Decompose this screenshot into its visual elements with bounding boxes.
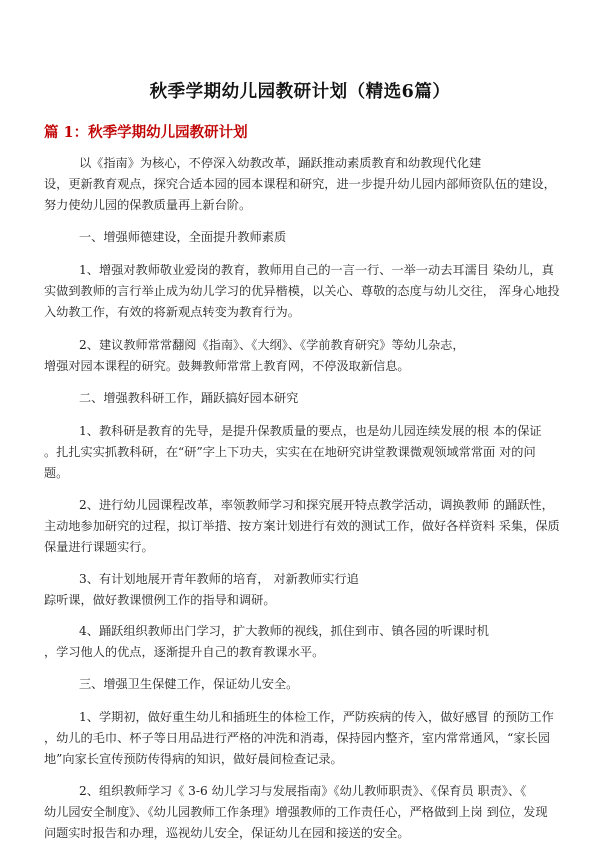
paragraph-line: 问题实时报告和办理，巡视幼儿安全，保证幼儿在园和接送的安全。 — [44, 826, 410, 840]
paragraph-line: 入幼教工作，有效的将新观点转变为教育行为。 — [44, 305, 300, 319]
section-heading: 篇 1：秋季学期幼儿园教研计划 — [44, 124, 248, 141]
paragraph-line: ，学习他人的优点，逐渐提升自己的教育教课水平。 — [44, 645, 325, 659]
paragraph-line: ，幼儿的毛巾、杯子等日用品进行严格的冲洗和消毒，保持园内整齐，室内常常通风，“家长园 — [44, 731, 550, 745]
paragraph-line: 3、有计划地展开青年教师的培育， 对新教师实行追 — [79, 572, 359, 586]
paragraph-line: 幼儿园安全制度》、《幼儿园教师工作条理》增强教师的工作责任心，严格做到上岗 到位，发现 — [44, 805, 548, 819]
paragraph-line: 4、踊跃组织教师出门学习，扩大教师的视线，抓住到市、镇各园的听课时机 — [79, 624, 489, 638]
paragraph-line: 2、组织教师学习《 3-6 幼儿学习与发展指南》《幼儿教师职责》、《保育员 职责》、《 — [79, 784, 527, 798]
paragraph-line: 1、增强对教师敬业爱岗的教育，教师用自己的一言一行、一举一动去耳濡目 染幼儿，真 — [79, 263, 554, 277]
paragraph-line: 题。 — [44, 466, 69, 480]
paragraph-line: 2、进行幼儿园课程改革，率领教师学习和探究展开特点教学活动，调换教师 的踊跃性， — [79, 498, 554, 512]
paragraph-line: 1、学期初，做好重生幼儿和插班生的体检工作，严防疾病的传入，做好感冒 的预防工作 — [79, 710, 554, 724]
paragraph-line: 实做到教师的言行举止成为幼儿学习的优异楷模，以关心、尊敬的态度与幼儿交往， 浑身心地投 — [44, 284, 560, 298]
paragraph-line: 踪听课，做好教课惯例工作的指导和调研。 — [44, 593, 276, 607]
paragraph-line: 主动地参加研究的过程，拟订举措、按方案计划进行有效的测试工作，做好各样资料 采集，保质 — [44, 519, 560, 533]
subheading: 一、增强师德建设，全面提升教师素质 — [79, 230, 287, 244]
subheading: 二、增强教科研工作，踊跃搞好园本研究 — [79, 391, 299, 405]
paragraph-line: 。扎扎实实抓教科研，在“研”字上下功夫，实实在在地研究讲堂教课微观领域常常面 对的问 — [44, 445, 536, 459]
paragraph-line: 地”向家长宣传预防传得病的知识，做好晨间检查记录。 — [44, 752, 343, 766]
paragraph-line: 努力使幼儿园的保教质量再上新台阶。 — [44, 198, 252, 212]
subheading: 三、增强卫生保健工作，保证幼儿安全。 — [79, 677, 299, 691]
paragraph-line: 设，更新教育观点，探究合适本园的园本课程和研究，进一步提升幼儿园内部师资队伍的建设， — [44, 177, 556, 191]
document-title: 秋季学期幼儿园教研计划（精选6篇） — [149, 82, 451, 102]
paragraph-line: 保量进行课题实行。 — [44, 540, 154, 554]
paragraph-line: 以《指南》为核心，不停深入幼教改革，踊跃推动素质教育和幼教现代化建 — [79, 156, 482, 170]
paragraph-line: 2、建议教师常常翻阅《指南》、《大纲》、《学前教育研究》等幼儿杂志， — [79, 338, 465, 352]
paragraph-line: 增强对园本课程的研究。鼓舞教师常常上教育网，不停汲取新信息。 — [44, 359, 410, 373]
paragraph-line: 1、教科研是教育的先导，是提升保教质量的要点，也是幼儿园连续发展的根 本的保证 — [79, 424, 542, 438]
